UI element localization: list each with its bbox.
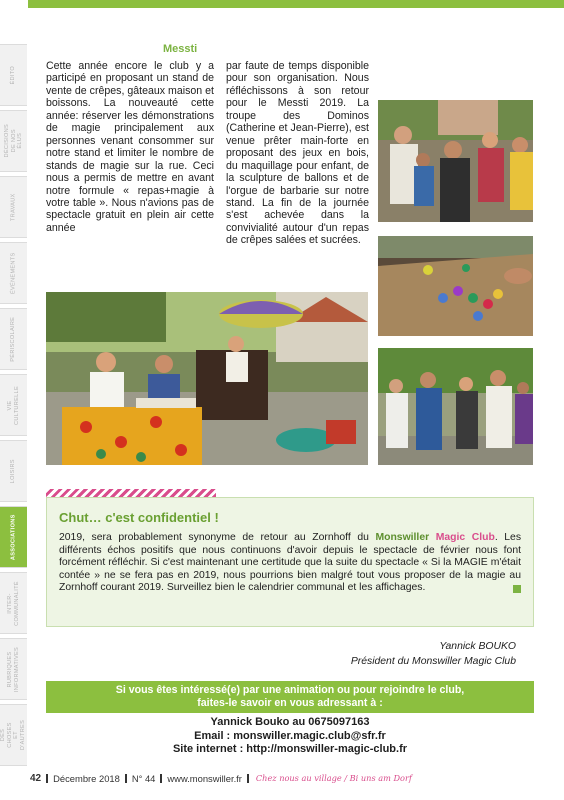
sidebar-tab-periscolaire[interactable] bbox=[0, 308, 27, 370]
game-photo bbox=[378, 236, 533, 336]
box-text-after: . Les différents échos positifs que nous continuons d'avoir depuis le spectacle de février nous font forcément réfléchir. Si c'est maintenant une certitude que la suite du spectacle « Si la MAGIE m'était contée » ne se fera pas en 2019, nous pourrions bien malgré tout vous proposer de la magie au Zornhoff courant 2019. Surveillez bien le calendrier communal et les affichages. bbox=[59, 532, 522, 594]
people-photo bbox=[378, 348, 533, 465]
sidebar-tab-label: INTER-COMMUNALITÉ bbox=[7, 580, 20, 626]
sidebar-tab-label: ÉVÉNEMENTS bbox=[10, 252, 17, 294]
section-sidebar bbox=[0, 44, 27, 764]
article-column-1: Cette année encore le club y a participé en proposant un stand de vente de crêpes, gâteaux maison et boissons. La nouveauté cette année: réserver les démonstrations de magie principalement aux personnes venant consommer sur notre stand et limiter le nombre de stands de magie sur la rue. Ceci nous a permis de mettre en avant notre formule « repas+magie à votre table ». Nous n'avions pas de spectacle gratuit en plein air cette année bbox=[46, 60, 214, 234]
club-name-part2: Magic Club bbox=[435, 532, 495, 543]
contact-website[interactable]: Site internet : http://monswiller-magic-club.fr bbox=[172, 743, 408, 756]
box-title: Chut… c'est confidentiel ! bbox=[59, 510, 219, 525]
footer-separator bbox=[247, 774, 249, 783]
end-square-icon bbox=[513, 585, 521, 593]
sidebar-tab-rubriques[interactable] bbox=[0, 638, 27, 700]
stand-photo bbox=[46, 292, 368, 465]
contact-phone: Yannick Bouko au 0675097163 bbox=[210, 716, 370, 728]
issue-date: Décembre 2018 bbox=[53, 772, 120, 784]
club-name-part1: Monswiller bbox=[375, 532, 430, 543]
sidebar-tab-label: DES CHOSES ET D'AUTRES bbox=[0, 719, 26, 751]
page-number: 42 bbox=[30, 772, 42, 784]
sidebar-tab-label: DÉCISIONS DE NOS ÉLUS bbox=[3, 124, 23, 158]
sidebar-tab-evenements[interactable] bbox=[0, 242, 27, 304]
sidebar-tab-associations[interactable] bbox=[0, 506, 27, 568]
sidebar-tab-label: ÉDITO bbox=[10, 65, 17, 85]
sidebar-tab-des-choses[interactable] bbox=[0, 704, 27, 766]
sidebar-tab-travaux[interactable] bbox=[0, 176, 27, 238]
box-text-before: 2019, sera probablement synonyme de retour au Zornhoff du bbox=[59, 532, 376, 543]
section-title: Messti bbox=[163, 43, 198, 55]
contact-email[interactable]: Email : monswiller.magic.club@sfr.fr bbox=[194, 729, 386, 742]
article-column-2: par faute de temps disponible pour son organisation. Nous réfléchissons à son retour pour le Messti 2019. La troupe des Dominos (Catherine et Jean-Pierre), est venue prêter main-forte en proposant des jeux en bois, du maquillage pour enfant, de la sculpture de ballons et de l'orgue de barbarie sur notre stand. La fin de la journée s'est achevée dans la convivialité autour d'un repas de crêpes salées et sucrées. bbox=[226, 60, 369, 247]
confidential-box bbox=[46, 497, 534, 627]
sidebar-tab-intercommunalite[interactable] bbox=[0, 572, 27, 634]
box-text bbox=[59, 532, 521, 595]
sidebar-tab-label: ASSOCIATIONS bbox=[10, 514, 17, 560]
footer-separator bbox=[46, 774, 48, 783]
sidebar-tab-decisions[interactable] bbox=[0, 110, 27, 172]
issue-number: N° 44 bbox=[131, 772, 156, 784]
crowd-photo bbox=[378, 100, 533, 222]
signature-name: Yannick BOUKO bbox=[439, 641, 516, 652]
signature-role: Président du Monswiller Magic Club bbox=[350, 656, 516, 667]
sidebar-tab-label: LOISIRS bbox=[10, 458, 17, 484]
sidebar-tab-edito[interactable] bbox=[0, 44, 27, 106]
box-decoration-stripes bbox=[46, 489, 216, 497]
cta-line-1: Si vous êtes intéressé(e) par une animation ou pour rejoindre le club, bbox=[115, 684, 465, 696]
sidebar-tab-label: RUBRIQUES INFORMATIVES bbox=[7, 646, 20, 692]
footer-separator bbox=[125, 774, 127, 783]
footer-separator bbox=[160, 774, 162, 783]
top-accent-bar bbox=[28, 0, 564, 8]
sidebar-tab-label: VIE CULTURELLE bbox=[7, 385, 20, 425]
contact-block bbox=[46, 716, 534, 757]
page-footer bbox=[30, 771, 550, 785]
sidebar-tab-vie-culturelle[interactable] bbox=[0, 374, 27, 436]
footer-slogan: Chez nous au village / Bi uns am Dorf bbox=[255, 773, 412, 783]
sidebar-tab-label: PÉRISCOLAIRE bbox=[10, 316, 17, 362]
sidebar-tab-label: TRAVAUX bbox=[10, 193, 17, 221]
cta-band bbox=[46, 681, 534, 713]
footer-website[interactable]: www.monswiller.fr bbox=[167, 772, 242, 784]
cta-line-2: faites-le savoir en vous adressant à : bbox=[197, 697, 383, 709]
sidebar-tab-loisirs[interactable] bbox=[0, 440, 27, 502]
